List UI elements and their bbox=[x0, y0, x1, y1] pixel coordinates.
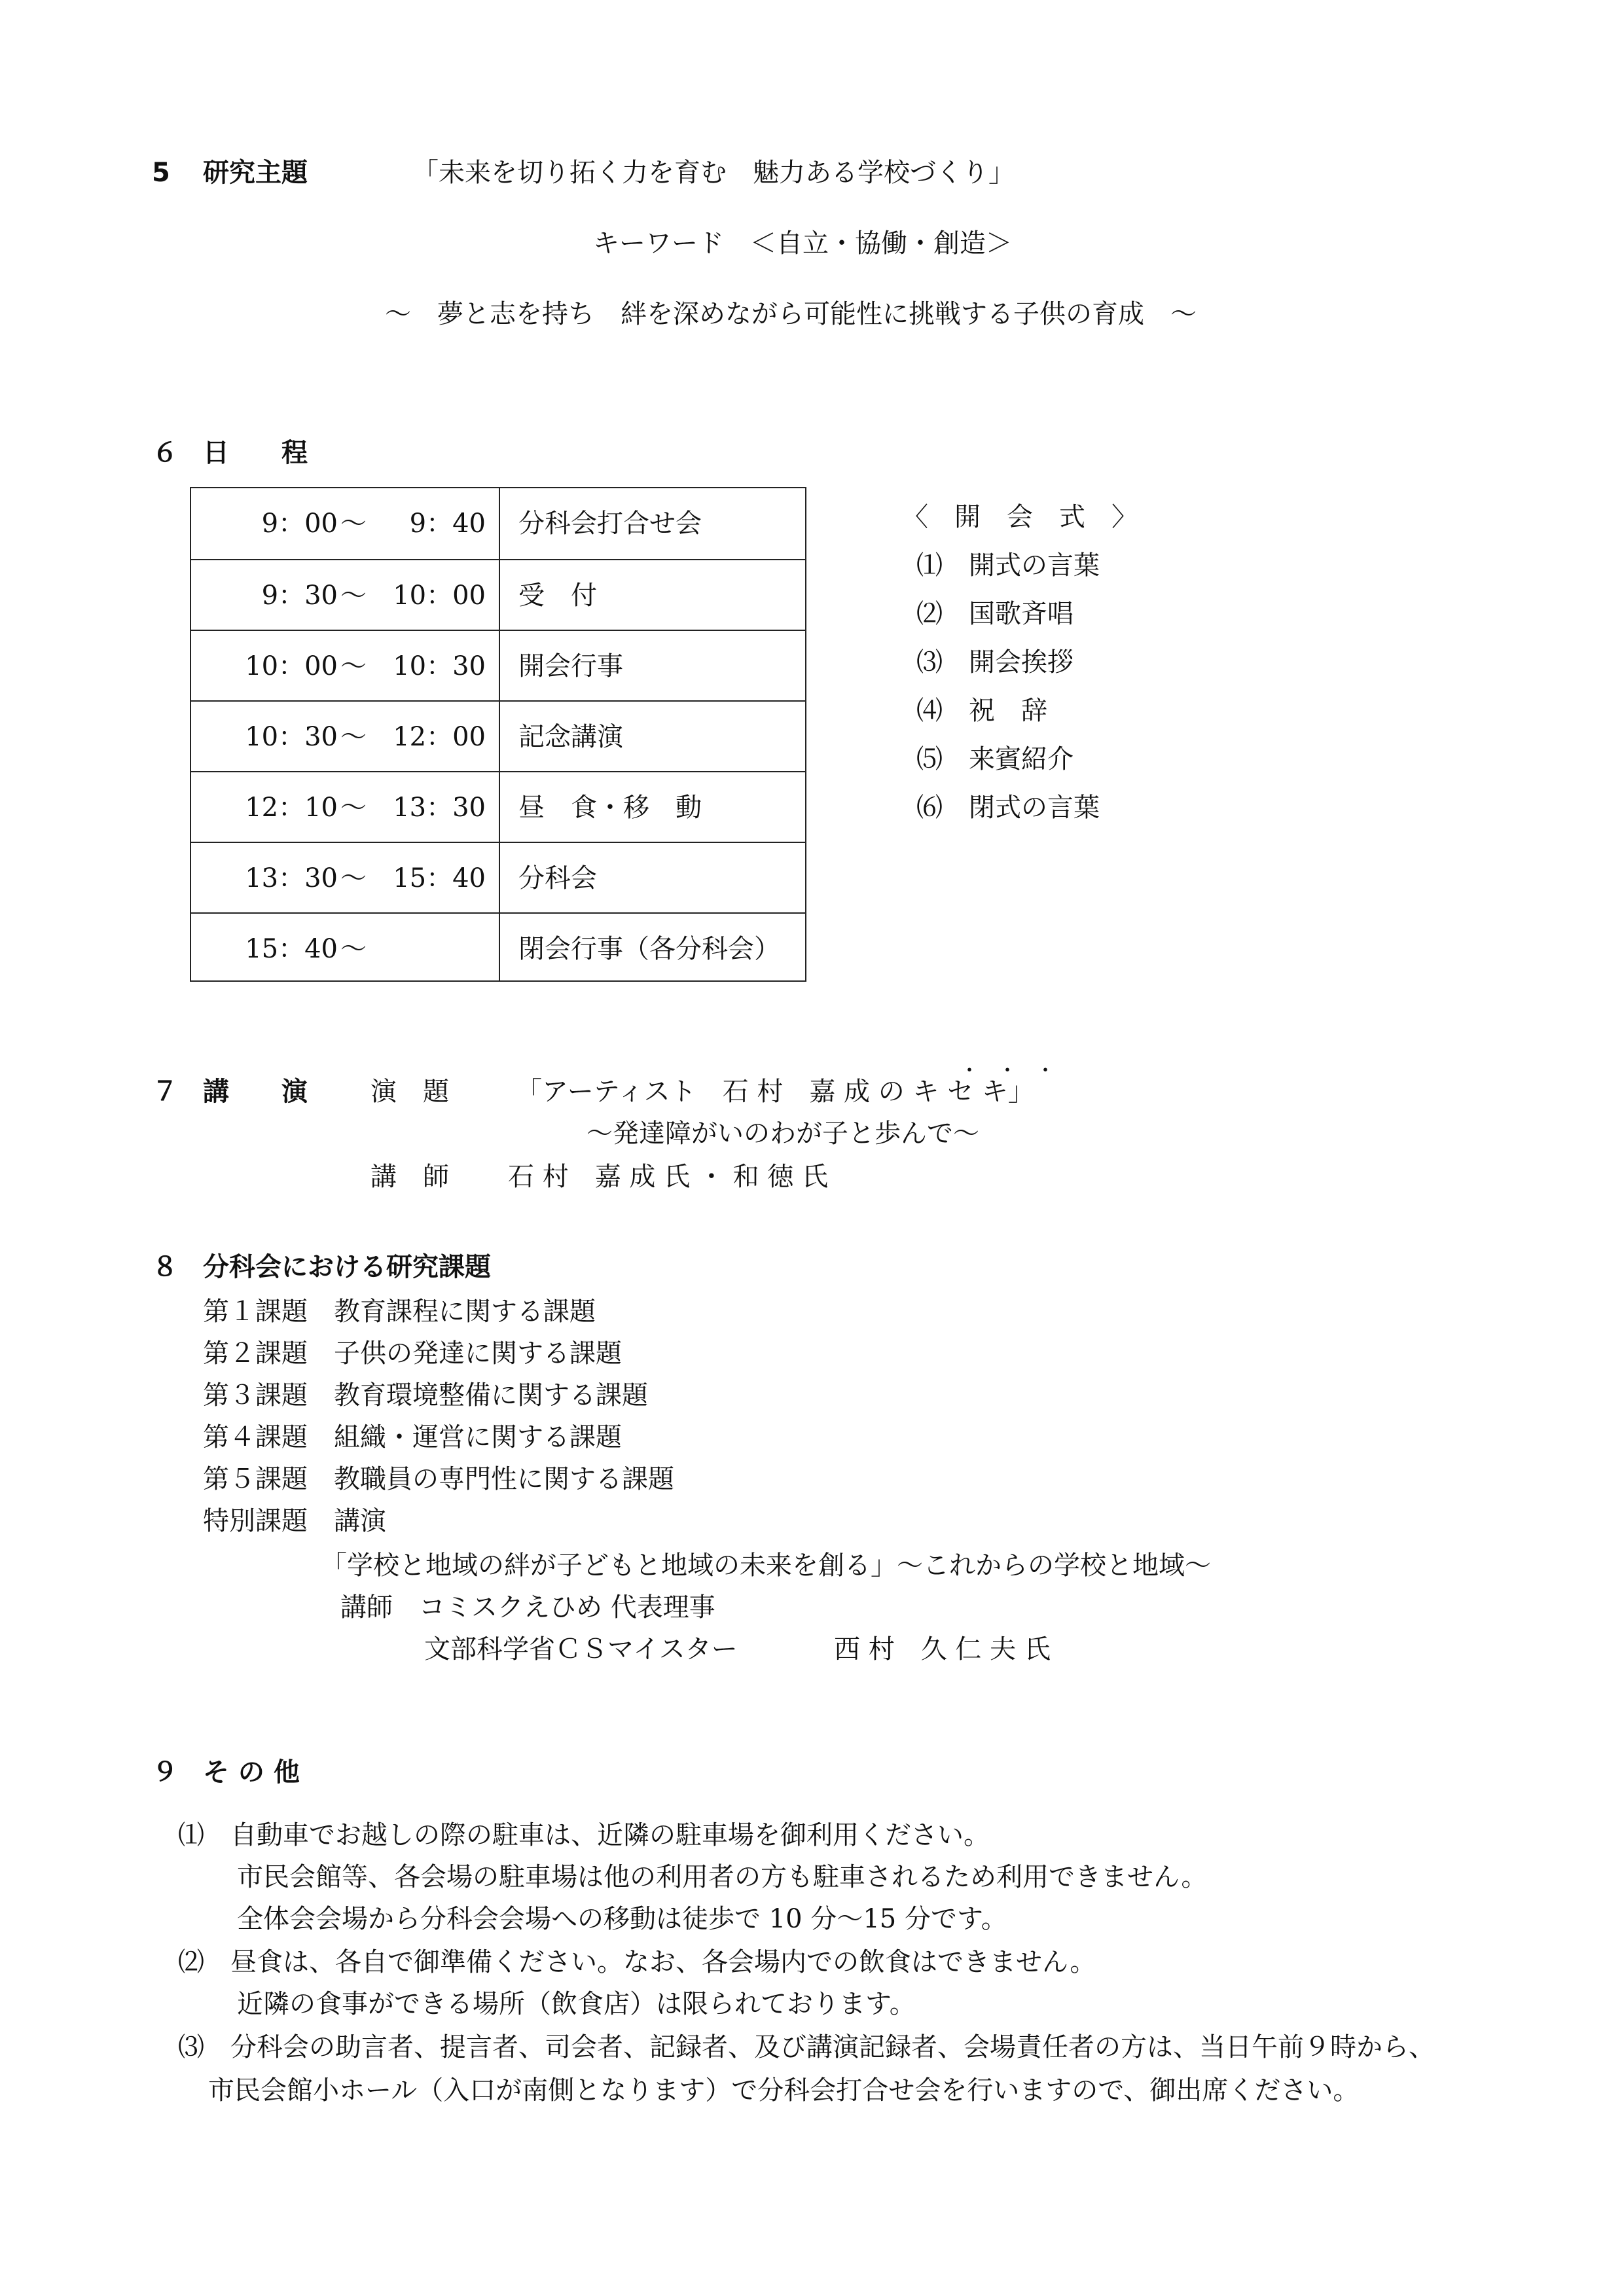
research-topic: 第１課題 教育課程に関する課題 bbox=[203, 1297, 596, 1327]
schedule-start: 15：40 bbox=[245, 934, 338, 964]
ceremony-item: ⑸ 来賓紹介 bbox=[916, 744, 1074, 774]
emphasis-dot: ・ bbox=[960, 1060, 979, 1083]
schedule-end: 10：30 bbox=[393, 651, 486, 681]
schedule-tilde: ～ bbox=[340, 722, 367, 752]
schedule-row bbox=[191, 488, 805, 559]
section7-heading: 講 演 bbox=[203, 1077, 308, 1107]
section5-number: 5 bbox=[152, 158, 170, 188]
emphasis-dot: ・ bbox=[1036, 1060, 1055, 1083]
schedule-start: 9：00 bbox=[261, 509, 338, 539]
ceremony-title: 〈 開 会 式 〉 bbox=[902, 502, 1138, 532]
schedule-start: 12：10 bbox=[245, 793, 338, 823]
notes-line: ⑵ 昼食は、各自で御準備ください。なお、各会場内での飲食はできません。 bbox=[178, 1947, 1096, 1977]
schedule-row bbox=[191, 842, 805, 912]
section8-heading: 分科会における研究課題 bbox=[203, 1252, 491, 1282]
schedule-activity: 記念講演 bbox=[518, 722, 623, 752]
ceremony-item: ⑴ 開式の言葉 bbox=[916, 550, 1100, 581]
schedule-start: 10：30 bbox=[245, 722, 338, 752]
schedule-activity: 閉会行事（各分科会） bbox=[518, 934, 780, 964]
notes-line: 近隣の食事ができる場所（飲食店）は限られております。 bbox=[237, 1989, 916, 2019]
special-lecturer-affiliation: 講師 コミスクえひめ 代表理事 bbox=[340, 1592, 715, 1623]
section7-number: ７ bbox=[152, 1077, 178, 1107]
research-theme: 「未来を切り拓く力を育む 魅力ある学校づくり」 bbox=[412, 158, 1015, 188]
ceremony-item: ⑷ 祝 辞 bbox=[916, 696, 1047, 726]
schedule-row bbox=[191, 559, 805, 630]
schedule-start: 10：00 bbox=[245, 651, 338, 681]
ceremony-item: ⑵ 国歌斉唱 bbox=[916, 599, 1074, 629]
schedule-row bbox=[191, 771, 805, 842]
schedule-activity: 開会行事 bbox=[518, 651, 623, 681]
section9-heading: そ の 他 bbox=[203, 1757, 300, 1787]
schedule-end: 15：40 bbox=[393, 863, 486, 893]
section6-heading: 日 程 bbox=[203, 438, 308, 468]
schedule-row bbox=[191, 630, 805, 700]
notes-line: 市民会館等、各会場の駐車場は他の利用者の方も駐車されるため利用できません。 bbox=[237, 1862, 1208, 1892]
lecture-subtitle: ～発達障がいのわが子と歩んで～ bbox=[586, 1119, 979, 1149]
section8-number: ８ bbox=[152, 1252, 178, 1282]
schedule-row bbox=[191, 912, 805, 983]
schedule-tilde: ～ bbox=[340, 934, 367, 964]
schedule-start: 9：30 bbox=[261, 581, 338, 611]
schedule-tilde: ～ bbox=[340, 509, 367, 539]
ceremony-item: ⑹ 閉式の言葉 bbox=[916, 793, 1100, 823]
section5-heading: 研究主題 bbox=[203, 158, 308, 188]
emphasis-dot: ・ bbox=[998, 1060, 1017, 1083]
lecture-title-label: 演 題 bbox=[370, 1077, 449, 1107]
lecture-title: 「アーティスト 石 村 嘉 成 の キ セ キ」 bbox=[516, 1077, 1034, 1107]
lecturer-name: 石 村 嘉 成 氏 ・ 和 徳 氏 bbox=[508, 1162, 829, 1192]
schedule-activity: 昼 食・移 動 bbox=[518, 793, 702, 823]
schedule-tilde: ～ bbox=[340, 793, 367, 823]
notes-line: 市民会館小ホール（入口が南側となります）で分科会打合せ会を行いますので、御出席ください。 bbox=[208, 2075, 1360, 2106]
schedule-activity: 受 付 bbox=[518, 581, 597, 611]
schedule-tilde: ～ bbox=[340, 863, 367, 893]
research-topic: 第４課題 組織・運営に関する課題 bbox=[203, 1422, 622, 1452]
notes-line: ⑴ 自動車でお越しの際の駐車は、近隣の駐車場を御利用ください。 bbox=[178, 1820, 990, 1850]
research-topic: 第２課題 子供の発達に関する課題 bbox=[203, 1338, 622, 1369]
schedule-end: 13：30 bbox=[393, 793, 486, 823]
special-topic-title: 「学校と地域の絆が子どもと地域の未来を創る」～これからの学校と地域～ bbox=[321, 1551, 1211, 1581]
schedule-end: 12：00 bbox=[393, 722, 486, 752]
section6-number: ６ bbox=[152, 438, 178, 468]
schedule-row bbox=[191, 700, 805, 771]
lecturer-label: 講 師 bbox=[370, 1162, 449, 1192]
notes-line: ⑶ 分科会の助言者、提言者、司会者、記録者、及び講演記録者、会場責任者の方は、当日午前９時から、 bbox=[178, 2032, 1435, 2062]
research-topic: 第３課題 教育環境整備に関する課題 bbox=[203, 1380, 648, 1410]
schedule-activity: 分科会 bbox=[518, 863, 597, 893]
schedule-tilde: ～ bbox=[340, 581, 367, 611]
notes-line: 全体会会場から分科会会場への移動は徒歩で 10 分～15 分です。 bbox=[237, 1904, 1007, 1934]
schedule-activity: 分科会打合せ会 bbox=[518, 509, 702, 539]
schedule-tilde: ～ bbox=[340, 651, 367, 681]
ceremony-item: ⑶ 開会挨拶 bbox=[916, 647, 1074, 677]
special-topic-label: 特別課題 講演 bbox=[203, 1506, 386, 1536]
schedule-end: 9：40 bbox=[409, 509, 486, 539]
research-topic: 第５課題 教職員の専門性に関する課題 bbox=[203, 1464, 674, 1494]
research-keyword: キーワード ＜自立・協働・創造＞ bbox=[593, 228, 1012, 259]
special-lecturer-role: 文部科学省ＣＳマイスター bbox=[424, 1634, 738, 1664]
special-lecturer-name: 西 村 久 仁 夫 氏 bbox=[834, 1634, 1051, 1664]
schedule-end: 10：00 bbox=[393, 581, 486, 611]
schedule-table bbox=[190, 487, 806, 982]
section9-number: ９ bbox=[152, 1757, 178, 1787]
research-subtitle: ～ 夢と志を持ち 絆を深めながら可能性に挑戦する子供の育成 ～ bbox=[385, 299, 1197, 329]
schedule-start: 13：30 bbox=[245, 863, 338, 893]
